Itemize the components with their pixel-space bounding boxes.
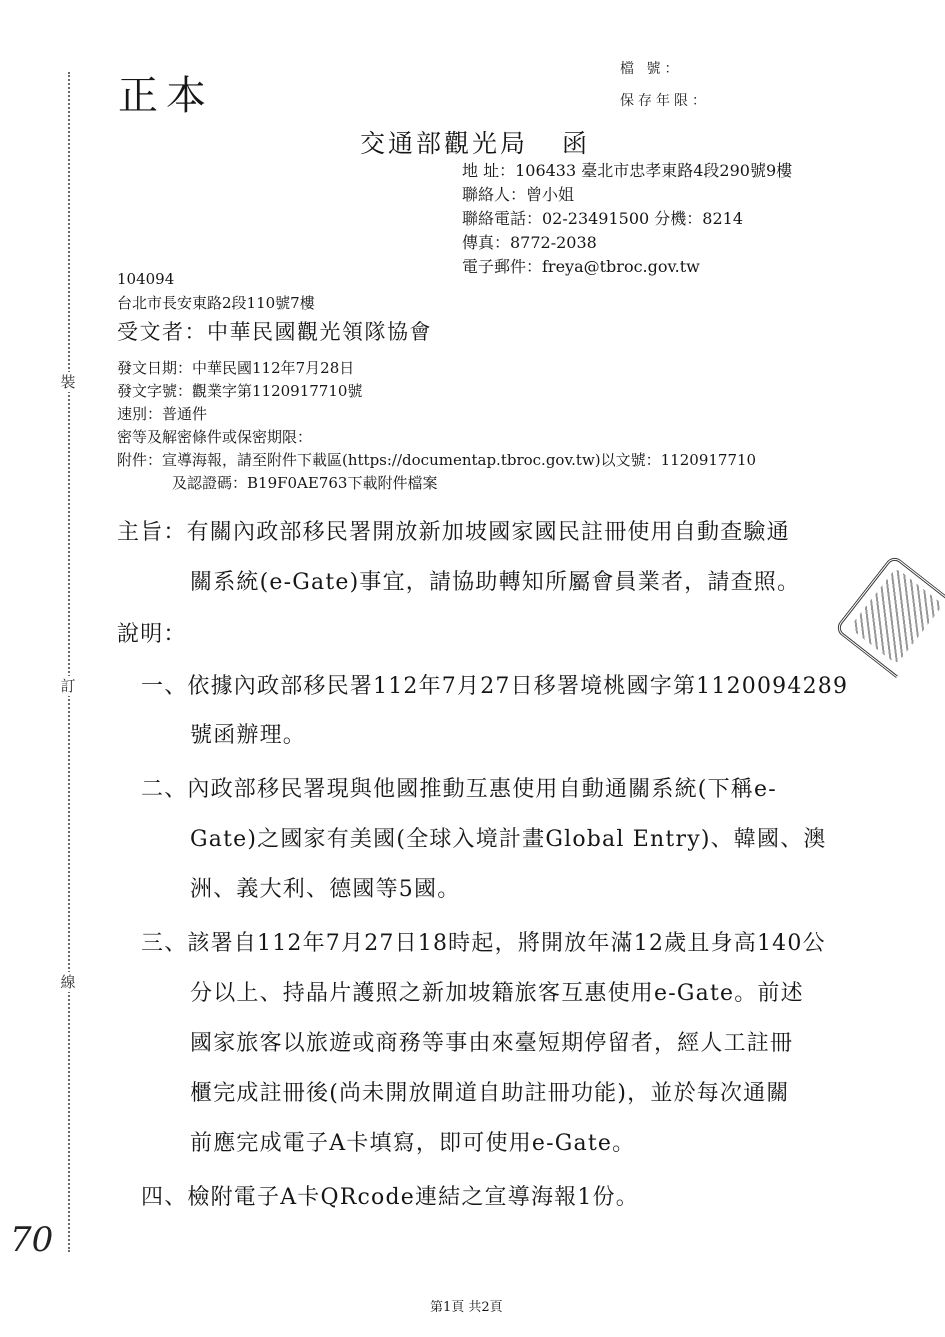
page-number: 第1頁 共2頁: [430, 1300, 503, 1315]
agency-title: [360, 124, 590, 160]
item-4-line-1: 四、檢附電子A卡QRcode連結之宣導海報1份。: [141, 1185, 639, 1210]
item-2-line-3: 洲、義大利、德國等5國。: [190, 877, 461, 902]
attachment-line-2: 及認證碼：B19F0AE763下載附件檔案: [172, 474, 438, 492]
agency-address: 地 址：106433 臺北市忠孝東路4段290號9樓: [462, 161, 793, 180]
item-2-line-2: Gate)之國家有美國(全球入境計畫Global Entry)、韓國、澳: [190, 827, 827, 852]
delivery-speed: 速別：普通件: [117, 405, 208, 423]
item-1-line-1: 一、依據內政部移民署112年7月27日移署境桃國字第1120094289: [141, 674, 849, 699]
archive-number-label: 檔 號：: [620, 61, 683, 77]
recipient-postal-code: 104094: [117, 270, 175, 288]
contact-email: 電子郵件：freya@tbroc.gov.tw: [462, 257, 700, 276]
item-2-line-1: 二、內政部移民署現與他國推動互惠使用自動通關系統(下稱e-: [141, 777, 777, 802]
subject-line-2: 關系統(e-Gate)事宜，請協助轉知所屬會員業者，請查照。: [190, 570, 801, 595]
item-3-line-1: 三、該署自112年7月27日18時起，將開放年滿12歲且身高140公: [141, 931, 826, 956]
binding-mark-ding: 訂: [58, 676, 78, 696]
issue-date: 發文日期：中華民國112年7月28日: [117, 359, 355, 377]
recipient-address: 台北市長安東路2段110號7樓: [117, 294, 315, 312]
document-number: 發文字號：觀業字第1120917710號: [117, 382, 363, 400]
item-3-line-2: 分以上、持晶片護照之新加坡籍旅客互惠使用e-Gate。前述: [190, 981, 804, 1006]
retention-period-label: 保存年限：: [620, 93, 710, 109]
recipient-name: 受文者：中華民國觀光領隊協會: [117, 320, 432, 344]
receipt-stamp: [834, 554, 945, 678]
confidentiality: 密等及解密條件或保密期限：: [117, 428, 313, 446]
contact-phone: 聯絡電話：02-23491500 分機：8214: [462, 209, 744, 228]
item-1-line-2: 號函辦理。: [190, 723, 307, 748]
item-3-line-5: 前應完成電子A卡填寫，即可使用e-Gate。: [190, 1131, 636, 1156]
binding-dotted-line: [68, 72, 70, 1252]
item-3-line-3: 國家旅客以旅遊或商務等事由來臺短期停留者，經人工註冊: [190, 1031, 794, 1056]
document-type: 函: [562, 129, 591, 158]
explanation-heading: 說明：: [117, 622, 187, 647]
handwritten-note: 70: [10, 1220, 54, 1260]
contact-person: 聯絡人：曾小姐: [462, 185, 575, 204]
attachment-line-1: 附件：宣導海報，請至附件下載區(https://documentap.tbroc.gov.tw)以文號：1120917710: [117, 451, 757, 469]
item-3-line-4: 櫃完成註冊後(尚未開放閘道自助註冊功能)，並於每次通關: [190, 1081, 790, 1106]
binding-mark-xian: 線: [58, 972, 78, 992]
subject-line-1: 主旨：有關內政部移民署開放新加坡國家國民註冊使用自動查驗通: [117, 520, 790, 545]
agency-name: 交通部觀光局: [360, 129, 529, 158]
original-copy-mark: 正本: [118, 73, 214, 119]
binding-mark-zhuang: 裝: [58, 372, 78, 392]
contact-fax: 傳真：8772-2038: [462, 233, 597, 252]
